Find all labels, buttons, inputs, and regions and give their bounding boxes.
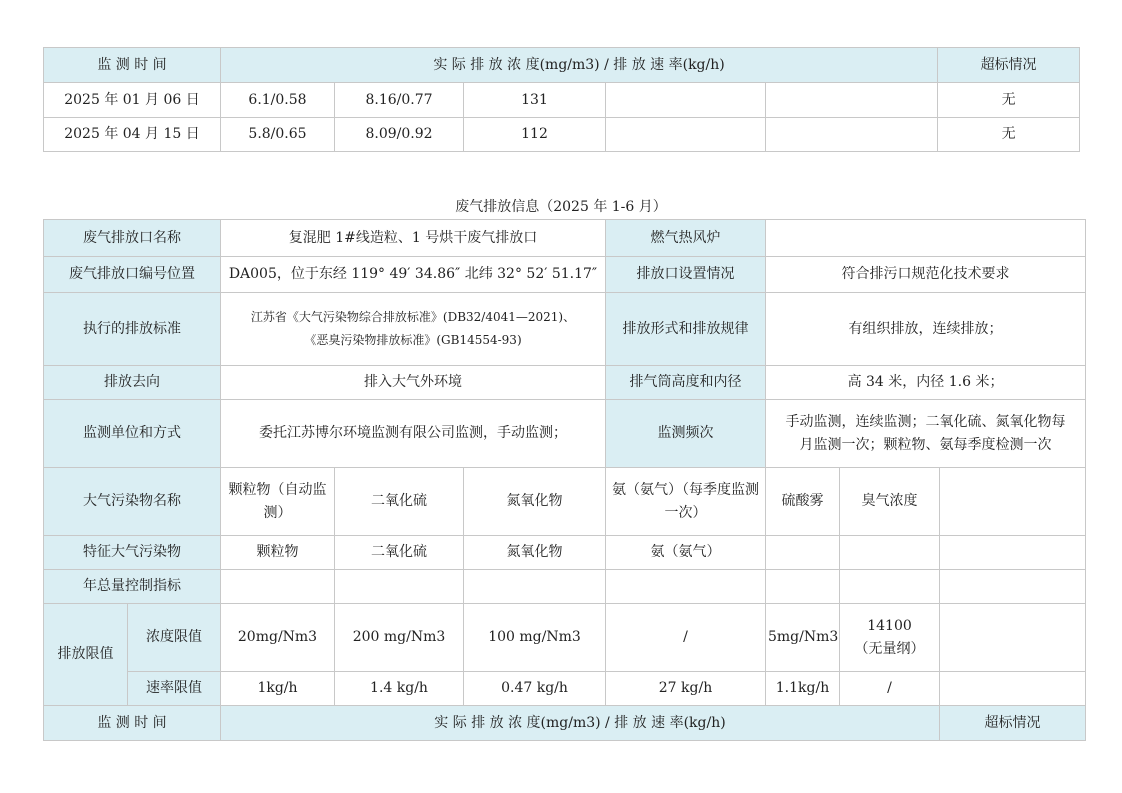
conc-limit-label: 浓度限值: [128, 604, 221, 672]
emission-value: 112: [464, 118, 606, 152]
standard-line: 江苏省《大气污染物综合排放标准》(DB32/4041—2021)、: [250, 310, 576, 325]
conc-limit: [940, 604, 1086, 672]
freq-line: 月监测一次；颗粒物、氨每季度检测一次: [799, 436, 1052, 453]
conc-limit: /: [606, 604, 766, 672]
header-monitor-time: 监 测 时 间: [44, 706, 221, 741]
freq-label: 监测频次: [606, 400, 766, 468]
emission-value: 8.09/0.92: [335, 118, 464, 152]
total-control-label: 年总量控制指标: [44, 570, 221, 604]
stack-value: 高 34 米，内径 1.6 米；: [766, 366, 1086, 400]
monitor-label: 监测单位和方式: [44, 400, 221, 468]
limits-label: 排放限值: [44, 604, 128, 706]
total-control-value: [464, 570, 606, 604]
exceed-status: 无: [938, 118, 1080, 152]
rate-limit: 1.4 kg/h: [335, 672, 464, 706]
outlet-code-label: 废气排放口编号位置: [44, 257, 221, 293]
outlet-setting-label: 排放口设置情况: [606, 257, 766, 293]
pollutant-name: 硫酸雾: [766, 468, 840, 536]
outlet-name-label: 废气排放口名称: [44, 220, 221, 257]
conc-limit: 20mg/Nm3: [221, 604, 335, 672]
stack-label: 排气筒高度和内径: [606, 366, 766, 400]
characteristic-label: 特征大气污染物: [44, 536, 221, 570]
conc-limit: 5mg/Nm3: [766, 604, 840, 672]
conc-limit-line: （无量纲）: [854, 640, 925, 657]
characteristic-pollutant: 颗粒物: [221, 536, 335, 570]
equipment-label: 燃气热风炉: [606, 220, 766, 257]
characteristic-pollutant: 氮氧化物: [464, 536, 606, 570]
characteristic-pollutant: [766, 536, 840, 570]
monitor-value: 委托江苏博尔环境监测有限公司监测，手动监测；: [221, 400, 606, 468]
conc-limit: 100 mg/Nm3: [464, 604, 606, 672]
rate-limit: [940, 672, 1086, 706]
header-exceed-status: 超标情况: [938, 48, 1080, 83]
emission-value: 131: [464, 83, 606, 118]
standard-line: 《恶臭污染物排放标准》(GB14554-93): [304, 333, 522, 347]
pollutant-name: 二氧化硫: [335, 468, 464, 536]
table-row: [44, 118, 1080, 152]
characteristic-pollutant: [840, 536, 940, 570]
rate-limit: 27 kg/h: [606, 672, 766, 706]
form-label: 排放形式和排放规律: [606, 293, 766, 366]
section-caption: 废气排放信息（2025 年 1-6 月）: [455, 199, 667, 215]
header-monitor-time: 监 测 时 间: [44, 48, 221, 83]
outlet-setting: 符合排污口规范化技术要求: [766, 257, 1086, 293]
header-actual-emission: 实 际 排 放 浓 度(mg/m3) / 排 放 速 率(kg/h): [221, 706, 940, 741]
direction-value: 排入大气外环境: [221, 366, 606, 400]
total-control-value: [940, 570, 1086, 604]
emission-value: 8.16/0.77: [335, 83, 464, 118]
monitor-date: 2025 年 01 月 06 日: [44, 83, 221, 118]
characteristic-pollutant: 氨（氨气）: [606, 536, 766, 570]
equipment-value: [766, 220, 1086, 257]
pollutant-name: 氮氧化物: [464, 468, 606, 536]
emission-value: 5.8/0.65: [221, 118, 335, 152]
table-row: [44, 83, 1080, 118]
direction-label: 排放去向: [44, 366, 221, 400]
emission-value: [766, 118, 938, 152]
total-control-value: [221, 570, 335, 604]
exceed-status: 无: [938, 83, 1080, 118]
total-control-value: [335, 570, 464, 604]
rate-limit: 0.47 kg/h: [464, 672, 606, 706]
header-exceed-status: 超标情况: [940, 706, 1086, 741]
rate-limit: 1kg/h: [221, 672, 335, 706]
characteristic-pollutant: 二氧化硫: [335, 536, 464, 570]
pollutants-label: 大气污染物名称: [44, 468, 221, 536]
rate-limit-label: 速率限值: [128, 672, 221, 706]
monitoring-results-table: [43, 47, 1080, 152]
emission-value: 6.1/0.58: [221, 83, 335, 118]
emission-value: [606, 118, 766, 152]
characteristic-pollutant: [940, 536, 1086, 570]
monitor-date: 2025 年 04 月 15 日: [44, 118, 221, 152]
form-value: 有组织排放，连续排放；: [766, 293, 1086, 366]
conc-limit-line: 14100: [867, 618, 912, 635]
emission-value: [766, 83, 938, 118]
freq-line: 手动监测，连续监测；二氧化硫、氮氧化物每: [785, 414, 1066, 431]
total-control-value: [606, 570, 766, 604]
conc-limit: 200 mg/Nm3: [335, 604, 464, 672]
standard-label: 执行的排放标准: [44, 293, 221, 366]
emission-value: [606, 83, 766, 118]
freq-value: [766, 400, 1086, 468]
pollutant-name: 颗粒物（自动监测）: [221, 468, 335, 536]
outlet-name: 复混肥 1#线造粒、1 号烘干废气排放口: [221, 220, 606, 257]
outlet-code: DA005，位于东经 119° 49′ 34.86″ 北纬 32° 52′ 51.17″: [221, 257, 606, 293]
total-control-value: [766, 570, 840, 604]
total-control-value: [840, 570, 940, 604]
pollutant-name: 臭气浓度: [840, 468, 940, 536]
rate-limit: 1.1kg/h: [766, 672, 840, 706]
emission-info-table: [43, 219, 1086, 741]
conc-limit: [840, 604, 940, 672]
pollutant-name: 氨（氨气）（每季度监测一次）: [606, 468, 766, 536]
emission-standard: [221, 293, 606, 366]
header-actual-emission: 实 际 排 放 浓 度(mg/m3) / 排 放 速 率(kg/h): [221, 48, 938, 83]
pollutant-name: [940, 468, 1086, 536]
rate-limit: /: [840, 672, 940, 706]
